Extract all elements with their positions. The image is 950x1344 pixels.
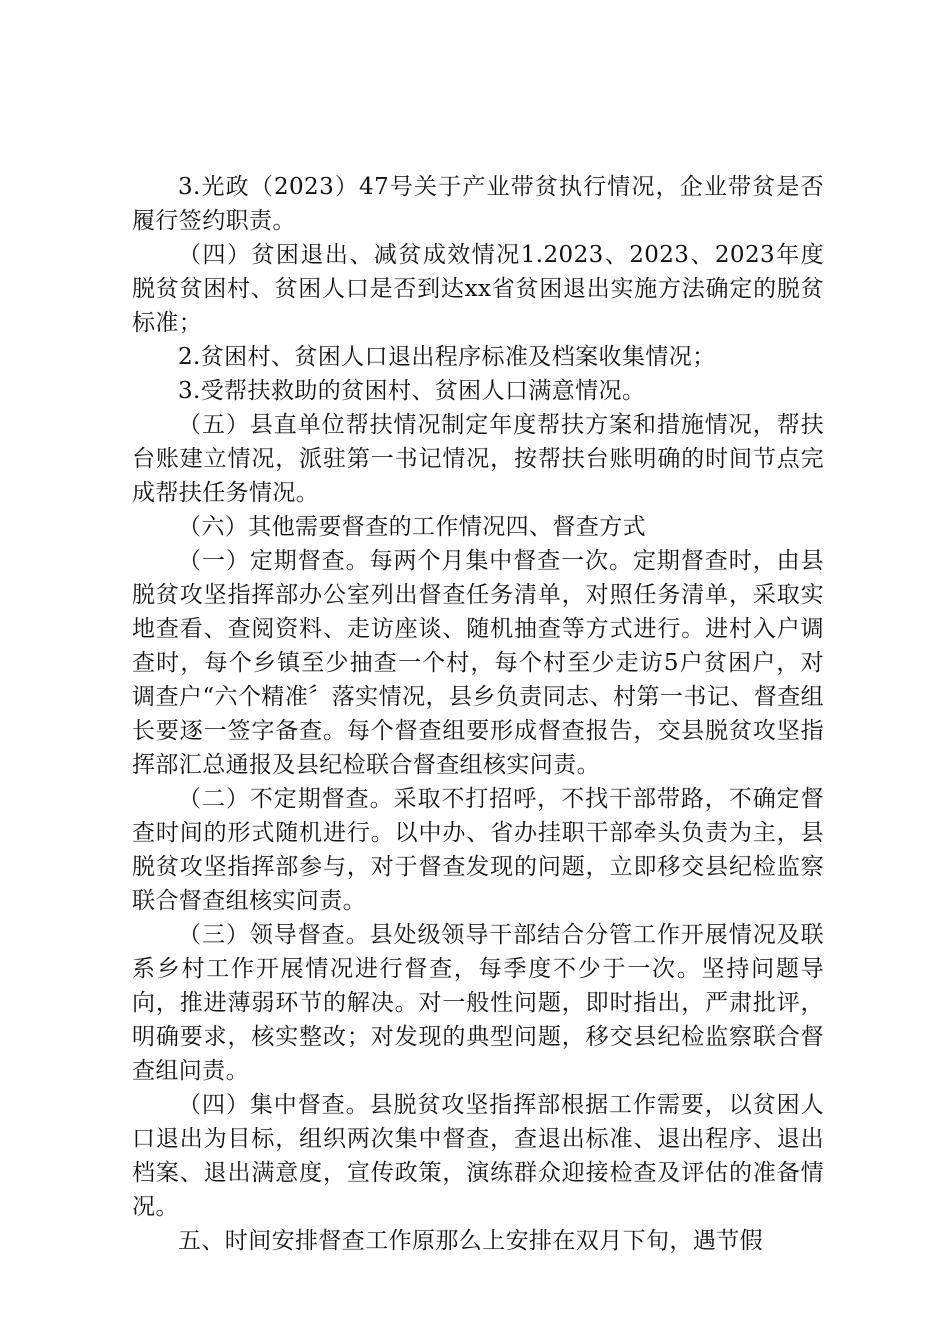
paragraph-centralized-inspection: （四）集中督查。县脱贫攻坚指挥部根据工作需要，以贫困人口退出为目标，组织两次集中督查，查退出标准、退出程序、退出档案、退出满意度，宣传政策，演练群众迎接检查及评估的准备情况。 (132, 1092, 824, 1220)
paragraph-schedule: 五、时间安排督查工作原那么上安排在双月下旬，遇节假 (178, 1228, 763, 1254)
paragraph-county-unit-support: （五）县直单位帮扶情况制定年度帮扶方案和措施情况，帮扶台账建立情况，派驻第一书记情况，按帮扶台账明确的时间节点完成帮扶任务情况。 (132, 412, 824, 506)
paragraph-satisfaction: 3.受帮扶救助的贫困村、贫困人口满意情况。 (178, 378, 646, 404)
paragraph-leadership-inspection: （三）领导督查。县处级领导干部结合分管工作开展情况及联系乡村工作开展情况进行督查，每季度不少于一次。坚持问题导向，推进薄弱环节的解决。对一般性问题，即时指出，严肃批评，明确要求，核实整改；对发现的典型问题，移交县纪检监察联合督查组问责。 (132, 922, 824, 1084)
paragraph-other-work: （六）其他需要督查的工作情况四、督查方式 (178, 514, 646, 540)
paragraph-exit-procedure: 2.贫困村、贫困人口退出程序标准及档案收集情况； (178, 344, 716, 370)
document-body (132, 170, 824, 1258)
paragraph-industry-poverty: 3.光政（2023）47号关于产业带贫执行情况，企业带贫是否履行签约职责。 (132, 174, 824, 234)
paragraph-poverty-exit-results: （四）贫困退出、减贫成效情况1.2023、2023、2023年度脱贫贫困村、贫困人口是否到达xx省贫困退出实施方法确定的脱贫标准； (132, 242, 824, 336)
paragraph-regular-inspection: （一）定期督查。每两个月集中督查一次。定期督查时，由县脱贫攻坚指挥部办公室列出督查任务清单，对照任务清单，采取实地查看、查阅资料、走访座谈、随机抽查等方式进行。进村入户调查时，每个乡镇至少抽查一个村，每个村至少走访5户贫困户，对调查户“六个精准〞落实情况，县乡负责同志、村第一书记、督查组长要逐一签字备查。每个督查组要形成督查报告，交县脱贫攻坚指挥部汇总通报及县纪检联合督查组核实问责。 (132, 548, 824, 778)
paragraph-irregular-inspection: （二）不定期督查。采取不打招呼，不找干部带路，不确定督查时间的形式随机进行。以中办、省办挂职干部牵头负责为主，县脱贫攻坚指挥部参与，对于督查发现的问题，立即移交县纪检监察联合督查组核实问责。 (132, 786, 824, 914)
